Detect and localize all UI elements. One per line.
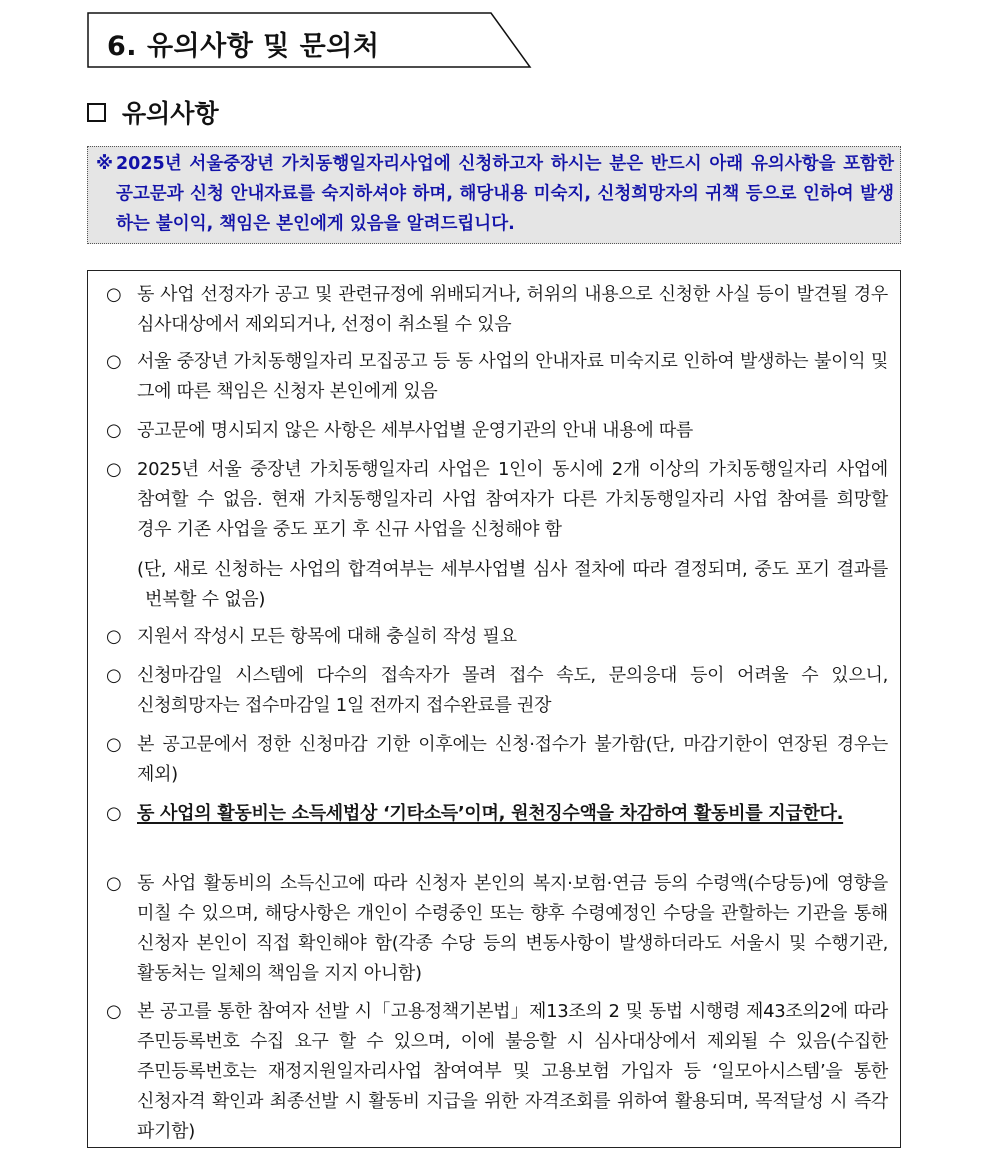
list-item-text: 동 사업의 활동비는 소득세법상 ‘기타소득’이며, 원천징수액을 차감하여 활동비를 지급한다. (137, 803, 844, 824)
list-item (106, 347, 888, 407)
list-item-text: 공고문에 명시되지 않은 사항은 세부사업별 운영기관의 안내 내용에 따름 (137, 420, 694, 441)
list-item-note (106, 555, 888, 615)
circle-bullet-icon: ○ (106, 626, 122, 647)
list-item-text: 신청마감일 시스템에 다수의 접속자가 몰려 접수 속도, 문의응대 등이 어려울 수 있으니, 신청희망자는 접수마감일 1일 전까지 접수완료를 권장 (137, 665, 888, 716)
circle-bullet-icon: ○ (106, 803, 122, 824)
circle-bullet-icon: ○ (106, 351, 122, 372)
list-item-text: 본 공고를 통한 참여자 선발 시「고용정책기본법」제13조의 2 및 동법 시행령 제43조의2에 따라 주민등록번호 수집 요구 할 수 있으며, 이에 불응할 시 심사대상에서 제외될 수 있음(수집한 주민등록번호는 재정지원일자리사업 참여여부 및 고용보험 가입자 등 ‘일모아시스템’을 통한 신청자격 확인과 최종선발 시 활동비 지급을 위한 자격조회를 위하여 활용되며, 목적달성 시 즉각 파기함) (137, 1001, 888, 1142)
circle-bullet-icon: ○ (106, 665, 122, 686)
notice-box (87, 146, 901, 244)
list-item-text: 지원서 작성시 모든 항목에 대해 충실히 작성 필요 (137, 626, 517, 647)
list-item (106, 661, 888, 721)
circle-bullet-icon: ○ (106, 459, 122, 480)
list-item-text: 2025년 서울 중장년 가치동행일자리 사업은 1인이 동시에 2개 이상의 가치동행일자리 사업에 참여할 수 없음. 현재 가치동행일자리 사업 참여자가 다른 가치동행일자리 사업 참여를 희망할 경우 기존 사업을 중도 포기 후 신규 사업을 신청해야 함 (137, 459, 888, 540)
circle-bullet-icon: ○ (106, 1001, 122, 1022)
section-header (87, 12, 532, 68)
list-item (106, 455, 888, 545)
list-item-emphasis (106, 799, 888, 829)
list-item (106, 997, 888, 1147)
list-item-note-text: (단, 새로 신청하는 사업의 합격여부는 세부사업별 심사 절차에 따라 결정되며, 중도 포기 결과를 번복할 수 없음) (137, 559, 888, 610)
list-item-text: 본 공고문에서 정한 신청마감 기한 이후에는 신청·접수가 불가함(단, 마감기한이 연장된 경우는 제외) (137, 734, 888, 785)
notes-list-box (87, 270, 901, 1148)
circle-bullet-icon: ○ (106, 734, 122, 755)
subsection-heading (87, 95, 219, 129)
circle-bullet-icon: ○ (106, 284, 122, 305)
circle-bullet-icon: ○ (106, 873, 122, 894)
list-item (106, 622, 888, 652)
list-item (106, 869, 888, 989)
list-item (106, 280, 888, 340)
list-item-text: 동 사업 선정자가 공고 및 관련규정에 위배되거나, 허위의 내용으로 신청한 사실 등이 발견될 경우 심사대상에서 제외되거나, 선정이 취소될 수 있음 (137, 284, 888, 335)
notice-text: 2025년 서울중장년 가치동행일자리사업에 신청하고자 하시는 분은 반드시 아래 유의사항을 포함한 공고문과 신청 안내자료를 숙지하셔야 하며, 해당내용 미숙지, 신청희망자의 귀책 등으로 인하여 발생하는 불이익, 책임은 본인에게 있음을 알려드립니다. (116, 154, 894, 234)
checkbox-icon (87, 103, 106, 122)
reference-mark-icon: ※ (96, 154, 114, 174)
list-item-text: 동 사업 활동비의 소득신고에 따라 신청자 본인의 복지·보험·연금 등의 수령액(수당등)에 영향을 미칠 수 있으며, 해당사항은 개인이 수령중인 또는 향후 수령예정인 수당을 관할하는 기관을 통해 신청자 본인이 직접 확인해야 함(각종 수당 등의 변동사항이 발생하더라도 서울시 및 수행기관, 활동처는 일체의 책임을 지지 아니함) (137, 873, 888, 984)
list-item (106, 730, 888, 790)
circle-bullet-icon: ○ (106, 420, 122, 441)
section-title: 6. 유의사항 및 문의처 (107, 31, 380, 62)
subsection-title: 유의사항 (122, 99, 219, 128)
list-item-text: 서울 중장년 가치동행일자리 모집공고 등 동 사업의 안내자료 미숙지로 인하여 발생하는 불이익 및 그에 따른 책임은 신청자 본인에게 있음 (137, 351, 888, 402)
list-item (106, 416, 888, 446)
